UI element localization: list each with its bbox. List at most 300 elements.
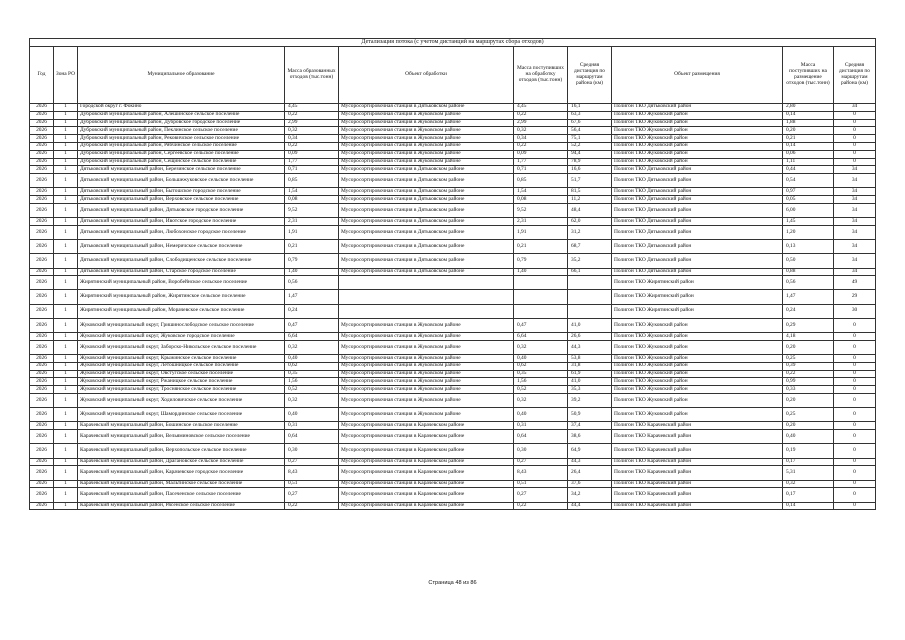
cell-mass-generated: 0,27 [285,458,339,466]
table-row [30,502,876,510]
cell-mass-placement: 0,40 [783,430,834,444]
cell-mass-placement: 0,06 [783,150,834,158]
cell-mass-generated: 1,54 [285,188,339,196]
cell-mass-generated: 0,31 [285,422,339,430]
cell-mass-placement: 0,54 [783,174,834,188]
cell-mass-processing: 0,27 [514,488,568,502]
table-row [30,458,876,466]
cell-year: 2026 [30,422,54,430]
cell-municipality: Карачевский муниципальный район, Пасеченское сельское поселение [78,488,285,502]
cell-distance-placement: 30 [834,304,876,318]
cell-municipality: Дубровский муниципальный район, Алешинское сельское поселение [78,111,285,119]
cell-year: 2026 [30,355,54,363]
cell-mass-placement: 0,05 [783,196,834,204]
cell-mass-processing: 0,62 [514,362,568,370]
cell-mass-processing: 0,35 [514,370,568,378]
cell-mass-processing: 0,40 [514,355,568,363]
cell-processing-object: Мусоросортировочная станция в Жуковском районе [339,119,514,127]
cell-municipality: Дубровский муниципальный район, Пеклинское сельское поселение [78,127,285,135]
cell-municipality: Карачевский муниципальный район, Рясенское сельское поселение [78,502,285,510]
cell-mass-processing: 0,64 [514,430,568,444]
cell-municipality: Жуковский муниципальный округ, Гришинослободское сельское поселение [78,318,285,332]
cell-distance-placement: 0 [834,430,876,444]
cell-year: 2026 [30,378,54,386]
cell-distance-placement: 34 [834,203,876,217]
cell-processing-object [339,276,514,290]
cell-distance-route: 16,1 [568,104,612,112]
cell-placement-object: Полигон ТКО Карачевский район [612,430,783,444]
table-row [30,318,876,332]
table-row [30,150,876,158]
cell-processing-object: Мусоросортировочная станция в Жуковском районе [339,318,514,332]
cell-mass-processing: 0,31 [514,422,568,430]
cell-mass-placement: 0,25 [783,355,834,363]
cell-distance-placement: 0 [834,466,876,480]
cell-distance-route: 37,6 [568,480,612,488]
cell-distance-route: 41,0 [568,378,612,386]
cell-year: 2026 [30,488,54,502]
cell-placement-object: Полигон ТКО Дятьковский район [612,203,783,217]
cell-mass-processing: 0,08 [514,196,568,204]
cell-distance-route: 94,4 [568,150,612,158]
cell-mass-generated: 4,45 [285,104,339,112]
cell-processing-object: Мусоросортировочная станция в Жуковском районе [339,135,514,143]
cell-distance-placement: 34 [834,225,876,239]
cell-distance-placement: 0 [834,111,876,119]
cell-distance-route: 41,0 [568,318,612,332]
cell-zone: 1 [54,502,78,510]
table-row [30,333,876,341]
cell-mass-generated: 0,30 [285,444,339,458]
cell-zone: 1 [54,488,78,502]
cell-mass-processing: 1,77 [514,158,568,166]
cell-mass-placement: 0,44 [783,166,834,174]
cell-municipality: Дубровский муниципальный район, Рековичское сельское поселение [78,135,285,143]
cell-mass-generated: 1,91 [285,225,339,239]
cell-distance-placement: 34 [834,218,876,226]
cell-distance-route: 44,3 [568,340,612,354]
cell-processing-object: Мусоросортировочная станция в Карачевском районе [339,422,514,430]
cell-placement-object: Полигон ТКО Дятьковский район [612,196,783,204]
cell-year: 2026 [30,502,54,510]
cell-distance-route: 66,1 [568,268,612,276]
cell-mass-placement: 0,97 [783,188,834,196]
cell-zone: 1 [54,142,78,150]
cell-zone: 1 [54,378,78,386]
cell-processing-object: Мусоросортировочная станция в Жуковском районе [339,158,514,166]
cell-mass-processing: 4,45 [514,104,568,112]
cell-mass-generated: 0,51 [285,480,339,488]
cell-mass-placement: 0,20 [783,394,834,408]
cell-processing-object: Мусоросортировочная станция в Карачевском районе [339,444,514,458]
cell-mass-placement: 0,33 [783,386,834,394]
table-body [30,104,876,510]
cell-year: 2026 [30,290,54,304]
cell-distance-placement: 0 [834,142,876,150]
table-row [30,174,876,188]
cell-municipality: Дятьковский муниципальный район, Бытошское городское поселение [78,188,285,196]
cell-mass-processing: 6,64 [514,333,568,341]
cell-processing-object: Мусоросортировочная станция в Дятьковском районе [339,166,514,174]
cell-processing-object: Мусоросортировочная станция в Жуковском районе [339,386,514,394]
cell-zone: 1 [54,276,78,290]
cell-zone: 1 [54,254,78,268]
table-row [30,290,876,304]
cell-zone: 1 [54,394,78,408]
cell-processing-object: Мусоросортировочная станция в Карачевском районе [339,488,514,502]
cell-year: 2026 [30,158,54,166]
cell-municipality: Жуковский муниципальный округ, Троснянское сельское поселение [78,386,285,394]
cell-municipality: Городской округ г. Фокино [78,104,285,112]
cell-mass-placement: 2,80 [783,104,834,112]
cell-mass-placement: 0,22 [783,370,834,378]
cell-mass-placement: 0,14 [783,111,834,119]
cell-distance-route: 52,2 [568,142,612,150]
cell-mass-generated: 0,34 [285,135,339,143]
cell-zone: 1 [54,430,78,444]
cell-placement-object: Полигон ТКО Карачевский район [612,458,783,466]
cell-processing-object: Мусоросортировочная станция в Жуковском районе [339,408,514,422]
cell-mass-generated: 0,79 [285,254,339,268]
cell-municipality: Дятьковский муниципальный район, Старское городское поселение [78,268,285,276]
cell-year: 2026 [30,362,54,370]
cell-mass-processing: 1,91 [514,225,568,239]
cell-placement-object: Полигон ТКО Жирятинский район [612,276,783,290]
cell-zone: 1 [54,119,78,127]
table-row [30,386,876,394]
table-row [30,480,876,488]
table-row [30,466,876,480]
cell-municipality: Карачевский муниципальный район, Карачевское городское поселение [78,466,285,480]
cell-distance-placement: 29 [834,290,876,304]
cell-mass-placement: 1,88 [783,119,834,127]
cell-placement-object: Полигон ТКО Жуковский район [612,318,783,332]
cell-mass-processing: 8,43 [514,466,568,480]
cell-distance-placement: 34 [834,188,876,196]
table-row [30,276,876,290]
cell-zone: 1 [54,218,78,226]
cell-mass-placement: 1,11 [783,158,834,166]
cell-year: 2026 [30,142,54,150]
cell-municipality: Жуковский муниципальный округ, Ржаницкое сельское поселение [78,378,285,386]
cell-year: 2026 [30,104,54,112]
cell-processing-object: Мусоросортировочная станция в Жуковском районе [339,370,514,378]
cell-mass-generated: 1,40 [285,268,339,276]
table-row [30,355,876,363]
cell-mass-processing: 0,21 [514,240,568,254]
cell-year: 2026 [30,370,54,378]
document-sheet [29,38,875,510]
cell-zone: 1 [54,408,78,422]
cell-placement-object: Полигон ТКО Жуковский район [612,135,783,143]
cell-mass-placement: 0,50 [783,254,834,268]
cell-municipality: Жуковский муниципальный округ, Крыжинское сельское поселение [78,355,285,363]
cell-municipality: Жирятинский муниципальный район, Жирятинское сельское поселение [78,290,285,304]
cell-year: 2026 [30,135,54,143]
cell-distance-placement: 0 [834,127,876,135]
cell-processing-object: Мусоросортировочная станция в Дятьковском районе [339,188,514,196]
cell-mass-placement: 0,14 [783,502,834,510]
header-distance-route: Средняя дистанция по маршрутам района (км) [568,47,612,104]
cell-distance-placement: 0 [834,362,876,370]
cell-placement-object: Полигон ТКО Жуковский район [612,355,783,363]
cell-placement-object: Полигон ТКО Жуковский район [612,142,783,150]
cell-placement-object: Полигон ТКО Жуковский район [612,370,783,378]
cell-processing-object: Мусоросортировочная станция в Дятьковском районе [339,203,514,217]
cell-year: 2026 [30,458,54,466]
cell-processing-object: Мусоросортировочная станция в Дятьковском районе [339,218,514,226]
cell-mass-placement: 0,56 [783,276,834,290]
cell-mass-generated: 0,71 [285,166,339,174]
cell-year: 2026 [30,276,54,290]
cell-mass-placement: 1,20 [783,225,834,239]
cell-mass-generated: 9,52 [285,203,339,217]
cell-placement-object: Полигон ТКО Жуковский район [612,394,783,408]
cell-placement-object: Полигон ТКО Карачевский район [612,488,783,502]
cell-distance-placement: 49 [834,276,876,290]
header-mass-generated: Масса образованных отходов (тыс.тонн) [285,47,339,104]
cell-zone: 1 [54,196,78,204]
cell-mass-processing: 0,32 [514,394,568,408]
table-row [30,240,876,254]
cell-placement-object: Полигон ТКО Карачевский район [612,502,783,510]
cell-mass-placement: 0,19 [783,444,834,458]
table-row [30,430,876,444]
cell-mass-placement: 5,31 [783,466,834,480]
cell-distance-placement: 0 [834,370,876,378]
cell-distance-placement: 0 [834,119,876,127]
cell-distance-route [568,304,612,318]
cell-placement-object: Полигон ТКО Дятьковский район [612,268,783,276]
cell-placement-object: Полигон ТКО Жирятинский район [612,290,783,304]
table-row [30,370,876,378]
cell-mass-processing: 0,85 [514,174,568,188]
cell-distance-route: 56,4 [568,127,612,135]
table-row [30,104,876,112]
cell-municipality: Дятьковский муниципальный район, Дятьковское городское поселение [78,203,285,217]
header-placement-object: Объект размещения [612,47,783,104]
cell-distance-placement: 0 [834,422,876,430]
cell-distance-route: 63,3 [568,111,612,119]
cell-municipality: Дятьковский муниципальный район, Любохонское городское поселение [78,225,285,239]
cell-mass-generated: 0,09 [285,150,339,158]
header-mass-processing: Масса поступивших на обработку отходов (тыс.тонн) [514,47,568,104]
cell-distance-route: 16,6 [568,166,612,174]
cell-distance-route: 26,6 [568,333,612,341]
cell-year: 2026 [30,394,54,408]
table-row [30,304,876,318]
cell-mass-placement: 0,32 [783,480,834,488]
cell-year: 2026 [30,111,54,119]
cell-placement-object: Полигон ТКО Дятьковский район [612,188,783,196]
table-row [30,218,876,226]
cell-zone: 1 [54,240,78,254]
cell-distance-route: 68,7 [568,240,612,254]
cell-mass-processing: 1,56 [514,378,568,386]
cell-municipality: Карачевский муниципальный район, Вельяминовское сельское поселение [78,430,285,444]
table-row [30,203,876,217]
cell-distance-placement: 0 [834,502,876,510]
cell-mass-processing: 2,31 [514,218,568,226]
cell-mass-processing: 0,09 [514,150,568,158]
cell-zone: 1 [54,104,78,112]
cell-distance-route: 31,2 [568,225,612,239]
cell-mass-generated: 0,47 [285,318,339,332]
header-municipality: Муниципальное образование [78,47,285,104]
cell-processing-object: Мусоросортировочная станция в Жуковском районе [339,394,514,408]
cell-municipality: Дубровский муниципальный район, Сещинское сельское поселение [78,158,285,166]
table-row [30,362,876,370]
table-caption: Детализация потока (с учетом дистанций на маршрутах сбора отходов) [30,39,876,47]
cell-mass-generated: 0,08 [285,196,339,204]
cell-mass-processing: 0,47 [514,318,568,332]
cell-mass-generated: 1,56 [285,378,339,386]
cell-distance-route: 53,8 [568,355,612,363]
cell-zone: 1 [54,444,78,458]
cell-mass-placement: 4,18 [783,333,834,341]
cell-mass-processing: 0,79 [514,254,568,268]
cell-distance-route: 50,9 [568,408,612,422]
cell-mass-processing: 0,30 [514,444,568,458]
cell-distance-placement: 34 [834,268,876,276]
cell-zone: 1 [54,480,78,488]
cell-mass-processing: 0,27 [514,458,568,466]
cell-mass-generated: 0,32 [285,127,339,135]
header-zone: Зона РО [54,47,78,104]
cell-municipality: Жуковский муниципальный округ, Жуковское городское поселение [78,333,285,341]
cell-distance-route: 35,2 [568,254,612,268]
cell-processing-object: Мусоросортировочная станция в Жуковском районе [339,340,514,354]
cell-year: 2026 [30,333,54,341]
table-row [30,111,876,119]
cell-year: 2026 [30,196,54,204]
cell-distance-placement: 0 [834,408,876,422]
cell-distance-route: 35,3 [568,386,612,394]
cell-placement-object: Полигон ТКО Карачевский район [612,422,783,430]
cell-year: 2026 [30,254,54,268]
cell-year: 2026 [30,174,54,188]
cell-municipality: Дубровский муниципальный район, Сергеевское сельское поселение [78,150,285,158]
cell-distance-placement: 0 [834,386,876,394]
cell-placement-object: Полигон ТКО Жуковский район [612,362,783,370]
cell-mass-processing: 0,40 [514,408,568,422]
cell-distance-placement: 0 [834,480,876,488]
cell-mass-placement: 0,25 [783,408,834,422]
cell-mass-placement: 0,20 [783,340,834,354]
cell-processing-object: Мусоросортировочная станция в Карачевском районе [339,430,514,444]
cell-placement-object: Полигон ТКО Жуковский район [612,333,783,341]
cell-distance-route: 26,4 [568,466,612,480]
cell-distance-route: 75,1 [568,135,612,143]
table-row [30,378,876,386]
cell-distance-placement: 34 [834,174,876,188]
cell-zone: 1 [54,174,78,188]
cell-mass-placement: 0,88 [783,268,834,276]
cell-placement-object: Полигон ТКО Жуковский район [612,119,783,127]
cell-placement-object: Полигон ТКО Дятьковский район [612,174,783,188]
cell-mass-processing: 0,32 [514,127,568,135]
cell-mass-placement: 0,14 [783,142,834,150]
cell-processing-object: Мусоросортировочная станция в Карачевском районе [339,466,514,480]
cell-mass-placement: 0,17 [783,458,834,466]
cell-zone: 1 [54,466,78,480]
cell-year: 2026 [30,218,54,226]
cell-mass-placement: 0,21 [783,135,834,143]
table-row [30,135,876,143]
cell-mass-generated: 0,40 [285,408,339,422]
cell-distance-placement: 0 [834,488,876,502]
cell-mass-processing: 1,40 [514,268,568,276]
cell-processing-object: Мусоросортировочная станция в Дятьковском районе [339,174,514,188]
cell-processing-object: Мусоросортировочная станция в Дятьковском районе [339,254,514,268]
cell-distance-route: 37,4 [568,422,612,430]
cell-distance-placement: 34 [834,254,876,268]
table-row [30,119,876,127]
cell-distance-placement: 0 [834,150,876,158]
cell-mass-generated: 0,24 [285,304,339,318]
cell-zone: 1 [54,386,78,394]
cell-distance-placement: 34 [834,196,876,204]
cell-processing-object [339,304,514,318]
cell-placement-object: Полигон ТКО Жуковский район [612,378,783,386]
table-row [30,166,876,174]
cell-municipality: Дубровский муниципальный район, Дубровское городское поселение [78,119,285,127]
cell-processing-object: Мусоросортировочная станция в Жуковском районе [339,362,514,370]
cell-zone: 1 [54,225,78,239]
cell-mass-processing: 0,52 [514,386,568,394]
cell-distance-placement: 0 [834,458,876,466]
cell-distance-route [568,290,612,304]
cell-processing-object: Мусоросортировочная станция в Дятьковском районе [339,268,514,276]
cell-placement-object: Полигон ТКО Жуковский район [612,408,783,422]
cell-year: 2026 [30,119,54,127]
cell-processing-object: Мусоросортировочная станция в Дятьковском районе [339,225,514,239]
cell-zone: 1 [54,135,78,143]
cell-mass-processing: 0,22 [514,502,568,510]
cell-mass-generated: 2,99 [285,119,339,127]
cell-distance-route [568,276,612,290]
cell-zone: 1 [54,203,78,217]
cell-zone: 1 [54,188,78,196]
cell-distance-route: 81,5 [568,188,612,196]
cell-mass-processing: 0,22 [514,111,568,119]
cell-year: 2026 [30,340,54,354]
cell-municipality: Дубровский муниципальный район, Рябчинское сельское поселение [78,142,285,150]
cell-municipality: Карачевский муниципальный район, Верхопольское сельское поселение [78,444,285,458]
cell-processing-object: Мусоросортировочная станция в Жуковском районе [339,127,514,135]
cell-mass-processing: 0,51 [514,480,568,488]
table-row [30,225,876,239]
cell-placement-object: Полигон ТКО Дятьковский район [612,104,783,112]
cell-year: 2026 [30,408,54,422]
cell-mass-processing: 0,32 [514,340,568,354]
header-processing-object: Объект обработки [339,47,514,104]
cell-mass-processing: 0,34 [514,135,568,143]
cell-municipality: Дятьковский муниципальный район, Немеричское сельское поселение [78,240,285,254]
header-year: Год [30,47,54,104]
cell-mass-processing: 9,52 [514,203,568,217]
table-row [30,394,876,408]
cell-year: 2026 [30,150,54,158]
cell-municipality: Карачевский муниципальный район, Мальтинское сельское поселение [78,480,285,488]
cell-municipality: Дятьковский муниципальный район, Верховское сельское поселение [78,196,285,204]
cell-distance-route: 38,6 [568,430,612,444]
cell-mass-placement: 0,39 [783,362,834,370]
cell-mass-processing [514,290,568,304]
cell-processing-object: Мусоросортировочная станция в Дятьковском районе [339,196,514,204]
cell-mass-placement: 1,45 [783,218,834,226]
cell-distance-placement: 34 [834,240,876,254]
